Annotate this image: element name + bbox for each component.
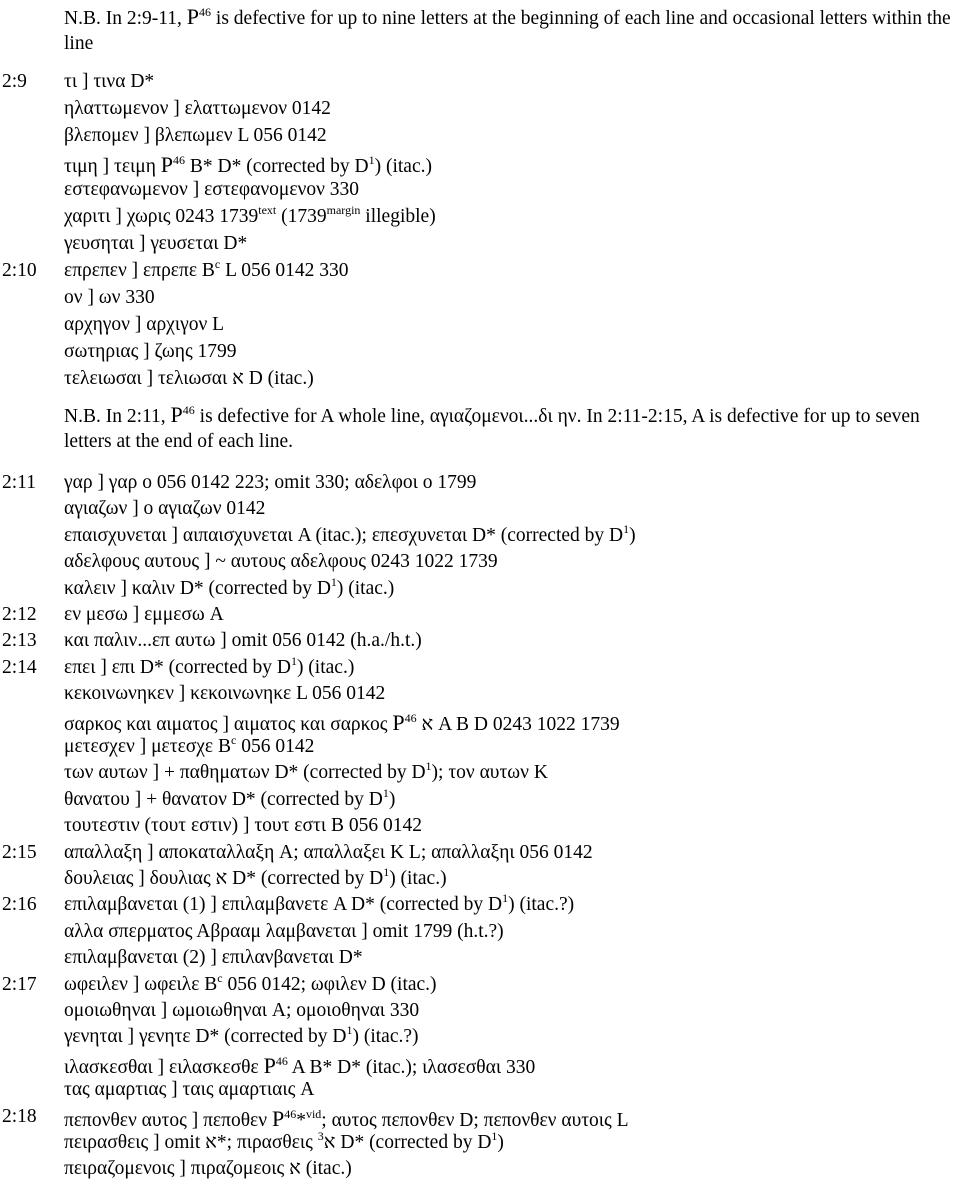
variant-reading: επει ] επι D* (corrected by $D^1$) (itac.)	[64, 653, 355, 678]
variant-reading: δουλειας ] δουλιας א D* (corrected by $D^1$) (itac.)	[64, 865, 447, 889]
variant-reading: επιλαμβανεται (2) ] επιλανβανεται D*	[64, 947, 363, 969]
verse-reference: 2:18	[2, 1105, 37, 1127]
note-prefix: N.B. In 2:11,	[64, 406, 171, 427]
variant-reading: αδελφους αυτους ] ~ αυτους αδελφους 0243 1022 1739	[64, 551, 498, 573]
variant-reading: απαλλαξη ] αποκαταλλαξη A; απαλλαξει K L; απαλλαξηι 056 0142	[64, 841, 593, 863]
variant-reading: τας αμαρτιας ] ταις αμαρτιαις A	[64, 1079, 315, 1101]
variant-reading: αγιαζων ] ο αγιαζων 0142	[64, 498, 266, 520]
variant-reading: γενηται ] γενητε D* (corrected by $D^1$) (itac.?)	[64, 1023, 419, 1048]
variant-reading: χαριτι ] χωρις 0243 $1739^{text}$ ($1739^{margin}$ illegible)	[64, 203, 436, 227]
manuscript-siglum: P	[186, 4, 200, 29]
variant-reading: τι ] τινα D*	[64, 71, 155, 92]
variant-reading: σαρκος και αιματος ] αιματος και σαρκος $P^{46}$ א A B D 0243 1022 1739	[64, 709, 620, 735]
variant-reading: εστεφανωμενον ] εστεφανομενον 330	[64, 179, 360, 200]
variant-reading: καλειν ] καλιν D* (corrected by $D^1$) (itac.)	[64, 574, 395, 599]
verse-reference: 2:12	[2, 604, 37, 625]
variant-reading: κεκοινωνηκεν ] κεκοινωνηκε L 056 0142	[64, 683, 386, 705]
verse-reference: 2:10	[2, 260, 37, 281]
verse-reference: 2:16	[2, 894, 37, 916]
variant-reading: αρχηγον ] αρχιγον L	[64, 314, 225, 335]
variant-reading: εν μεσω ] εμμεσω A	[64, 604, 224, 625]
variant-reading: ηλαττωμενον ] ελαττωμενον 0142	[64, 98, 331, 119]
variant-reading: πεπονθεν αυτος ] πεποθεν $P^{46}*^{vid}$; αυτος πεπονθεν D; πεπονθεν αυτοις L	[64, 1105, 629, 1131]
variant-reading: αλλα σπερματος Αβρααμ λαμβανεται ] omit 1799 (h.t.?)	[64, 920, 504, 942]
verse-reference: 2:14	[2, 656, 37, 678]
note-prefix: N.B. In 2:9-11,	[64, 8, 187, 29]
verse-reference: 2:17	[2, 973, 37, 995]
verse-reference: 2:11	[2, 472, 36, 493]
verse-reference: 2:15	[2, 841, 37, 863]
variant-reading: ιλασκεσθαι ] ειλασκεσθε $P^{46}$ A B* D* (itac.); ιλασεσθαι 330	[64, 1052, 536, 1078]
variant-reading: γαρ ] γαρ ο 056 0142 223; omit 330; αδελφοι ο 1799	[64, 472, 477, 493]
verse-reference: 2:9	[2, 71, 27, 92]
note-text: is defective for A whole line, αγιαζομενοι...δι ην. In 2:11-2:15, A is defective for up to seven letters at the end of each line.	[64, 406, 920, 452]
note-defective-2-9	[64, 4, 954, 56]
variant-reading: επρεπεν ] επρεπε $B^c$ L 056 0142 330	[64, 257, 349, 281]
note-defective-2-11	[64, 402, 954, 454]
variant-reading: επαισχυνεται ] αιπαισχυνεται A (itac.); επεσχυνεται D* (corrected by $D^1$)	[64, 521, 636, 546]
variant-reading: μετεσχεν ] μετεσχε $B^c$ 056 0142	[64, 733, 315, 757]
variant-reading: επιλαμβανεται (1) ] επιλαμβανετε A D* (corrected by $D^1$) (itac.?)	[64, 891, 575, 916]
variant-reading: ομοιωθηναι ] ωμοιωθηναι A; ομοιοθηναι 330	[64, 1000, 420, 1021]
variant-reading: τελειωσαι ] τελιωσαι א D (itac.)	[64, 368, 314, 389]
variant-reading: πειραζομενοις ] πιραζομεοις א (itac.)	[64, 1158, 352, 1180]
variant-reading: γευσηται ] γευσεται D*	[64, 233, 248, 254]
verse-reference: 2:13	[2, 630, 37, 652]
variant-reading: τουτεστιν (τουτ εστιν) ] τουτ εστι B 056 0142	[64, 815, 422, 837]
variant-reading: ον ] ων 330	[64, 287, 155, 308]
note-text: is defective for up to nine letters at the beginning of each line and occasional letters within the line	[64, 8, 951, 54]
manuscript-number: 46	[199, 5, 212, 19]
variant-reading: βλεπομεν ] βλεπωμεν L 056 0142	[64, 125, 327, 146]
variant-reading: πειρασθεις ] omit א*; πιρασθεις א$^3$ D* (corrected by $D^1$)	[64, 1129, 504, 1153]
variant-reading: και παλιν...επ αυτω ] omit 056 0142 (h.a./h.t.)	[64, 630, 422, 652]
variant-reading: τιμη ] τειμη $P^{46}$ B* D* (corrected by $D^1$) (itac.)	[64, 152, 432, 177]
variant-reading: των αυτων ] + παθηματων D* (corrected by $D^1$); τον αυτων K	[64, 759, 548, 784]
manuscript-siglum: P	[170, 402, 183, 427]
manuscript-number: 46	[182, 403, 195, 417]
variant-reading: ωφειλεν ] ωφειλε $B^c$ 056 0142; ωφιλεν D (itac.)	[64, 970, 437, 995]
variant-reading: σωτηριας ] ζωης 1799	[64, 341, 237, 362]
variant-reading: θανατου ] + θανατον D* (corrected by $D^1$)	[64, 785, 396, 810]
